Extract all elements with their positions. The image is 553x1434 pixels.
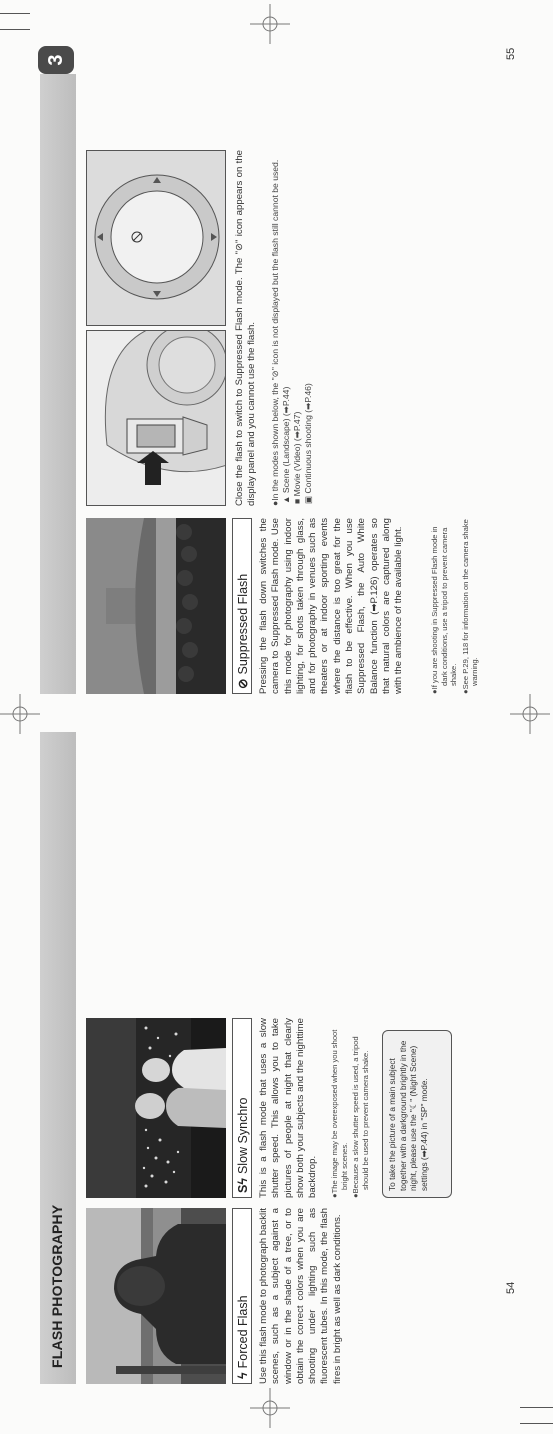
note-icon: ● bbox=[430, 689, 439, 694]
crop-mark bbox=[520, 1423, 553, 1424]
display-panel-illustration bbox=[86, 150, 226, 326]
note-item: ●The image may be overexposed when you shoot bright scenes. bbox=[330, 1029, 349, 1198]
page-number-right: 55 bbox=[505, 47, 517, 60]
suppressed-flash-notes bbox=[430, 518, 482, 694]
movie-icon: ■ bbox=[292, 498, 302, 504]
section-heading-slow-synchro: SϟSlow Synchro bbox=[232, 1018, 252, 1198]
slow-synchro-text: This is a flash mode that uses a slow shutter speed. This allows you to take pictures of people at night that clearly show both your subjects and the nighttime backdrop. bbox=[258, 1018, 319, 1198]
note-item: ●If you are shooting in Suppressed Flash mode in dark conditions, use a tripod to prevent camera shake. bbox=[430, 526, 459, 694]
section-heading-forced-flash: ϟForced Flash bbox=[232, 1208, 252, 1384]
continuous-shooting-icon: ▣ bbox=[303, 495, 313, 504]
forced-flash-photo bbox=[86, 1208, 226, 1384]
page-number-left: 54 bbox=[505, 1281, 517, 1294]
registration-mark-icon bbox=[250, 1388, 290, 1428]
unavailable-modes-list bbox=[270, 150, 314, 506]
registration-mark-icon bbox=[0, 694, 40, 734]
note-icon: ● bbox=[330, 1193, 339, 1198]
crop-mark bbox=[520, 1407, 553, 1408]
flash-close-text: Close the flash to switch to Suppressed Flash mode. The "⊘" icon appears on the display panel and you cannot use the flash. bbox=[234, 150, 258, 506]
forced-flash-text: Use this flash mode to photograph backlit scenes, such as a subject against a window or in the shade of a tree, or to obtain the correct colors when you are shooting under lighting such as fluorescent tubes. In this mode, the flash fires in bright as well as dark conditions. bbox=[258, 1208, 343, 1384]
suppressed-flash-icon: ⊘ bbox=[236, 678, 250, 689]
page-title: FLASH PHOTOGRAPHY bbox=[49, 1204, 65, 1368]
suppressed-flash-text: Pressing the flash down switches the camera to Suppressed Flash mode. Use this mode for photography using indoor lighting, for shots taken through glass, and for photography in venues such as theaters or at indoor sporting events where the distance is too great for the flash to be effective. When you use Suppressed Flash, the Auto White Balance function (➡P.126) operates so that natural colors are captured along with the ambience of the available light. bbox=[258, 518, 405, 694]
note-item: ●See P.29, 118 for information on the camera shake warning. bbox=[460, 519, 480, 694]
slow-synchro-icon: Sϟ bbox=[236, 1178, 250, 1193]
list-item: ■ Movie (Video) (➡P.47) bbox=[292, 411, 302, 504]
crop-mark bbox=[0, 29, 30, 30]
note-icon: ● bbox=[351, 1193, 361, 1198]
camera-flash-close-illustration bbox=[86, 330, 226, 506]
crop-mark bbox=[0, 13, 30, 14]
note-icon: ● bbox=[460, 689, 470, 694]
slow-synchro-notes bbox=[330, 1018, 372, 1198]
night-scene-tip-box: To take the picture of a main subject together with a darkground brightly in the night, please use the "☾" (Night Scene) settings (➡P.44) in "SP" mode. bbox=[382, 1030, 452, 1198]
chapter-tab: 3 bbox=[38, 46, 74, 74]
forced-flash-icon: ϟ bbox=[236, 1372, 250, 1379]
section-banner-right bbox=[40, 74, 76, 694]
list-item: ▣ Continuous shooting (➡P.46) bbox=[303, 383, 313, 504]
list-item: ●In the modes shown below, the "⊘" icon is not displayed but the flash still cannot be used. bbox=[270, 159, 280, 506]
registration-mark-icon bbox=[250, 4, 290, 44]
slow-synchro-photo bbox=[86, 1018, 226, 1198]
section-banner-left bbox=[40, 732, 76, 1384]
note-item: ●Because a slow shutter speed is used, a tripod should be used to prevent camera shake. bbox=[351, 1036, 370, 1198]
list-item: ▲ Scene (Landscape) (➡P.44) bbox=[281, 386, 291, 504]
suppressed-flash-photo bbox=[86, 518, 226, 694]
section-heading-suppressed-flash: ⊘Suppressed Flash bbox=[232, 518, 252, 694]
scene-landscape-icon: ▲ bbox=[281, 495, 291, 504]
registration-mark-icon bbox=[510, 694, 550, 734]
